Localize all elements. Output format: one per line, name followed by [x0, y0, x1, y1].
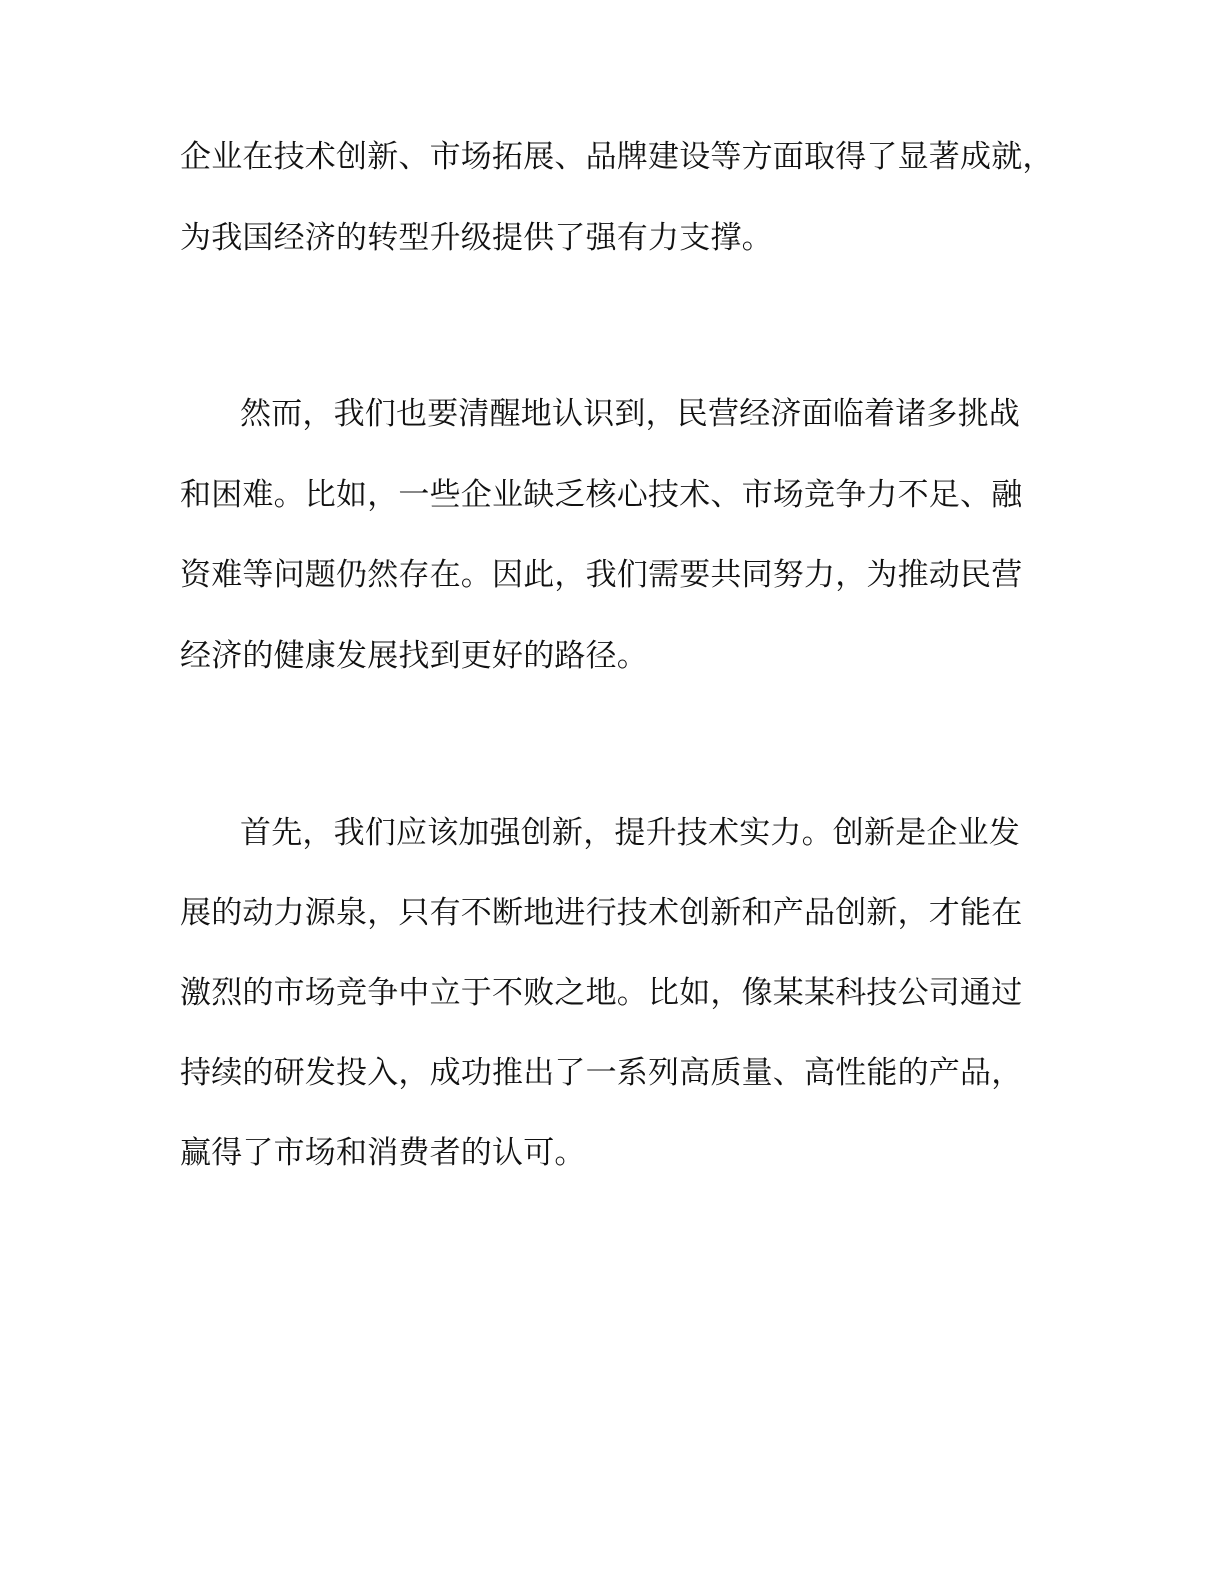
- paragraph-1-line-2: 为我国经济的转型升级提供了强有力支撑。: [180, 220, 773, 256]
- paragraph-3-line-4: 持续的研发投入，成功推出了一系列高质量、高性能的产品，: [180, 1055, 1023, 1091]
- paragraph-1-line-1: 企业在技术创新、市场拓展、品牌建设等方面取得了显著成就，: [180, 139, 1054, 175]
- paragraph-2-line-1: 然而，我们也要清醒地认识到，民营经济面临着诸多挑战: [240, 396, 1020, 432]
- paragraph-2-line-2: 和困难。比如，一些企业缺乏核心技术、市场竞争力不足、融: [180, 477, 1023, 513]
- paragraph-2-line-4: 经济的健康发展找到更好的路径。: [180, 638, 648, 674]
- paragraph-2-line-3: 资难等问题仍然存在。因此，我们需要共同努力，为推动民营: [180, 557, 1023, 593]
- paragraph-3-line-1: 首先，我们应该加强创新，提升技术实力。创新是企业发: [240, 815, 1020, 851]
- paragraph-3-line-2: 展的动力源泉，只有不断地进行技术创新和产品创新，才能在: [180, 895, 1023, 931]
- paragraph-3-line-3: 激烈的市场竞争中立于不败之地。比如，像某某科技公司通过: [180, 975, 1023, 1011]
- paragraph-3-line-5: 赢得了市场和消费者的认可。: [180, 1135, 586, 1171]
